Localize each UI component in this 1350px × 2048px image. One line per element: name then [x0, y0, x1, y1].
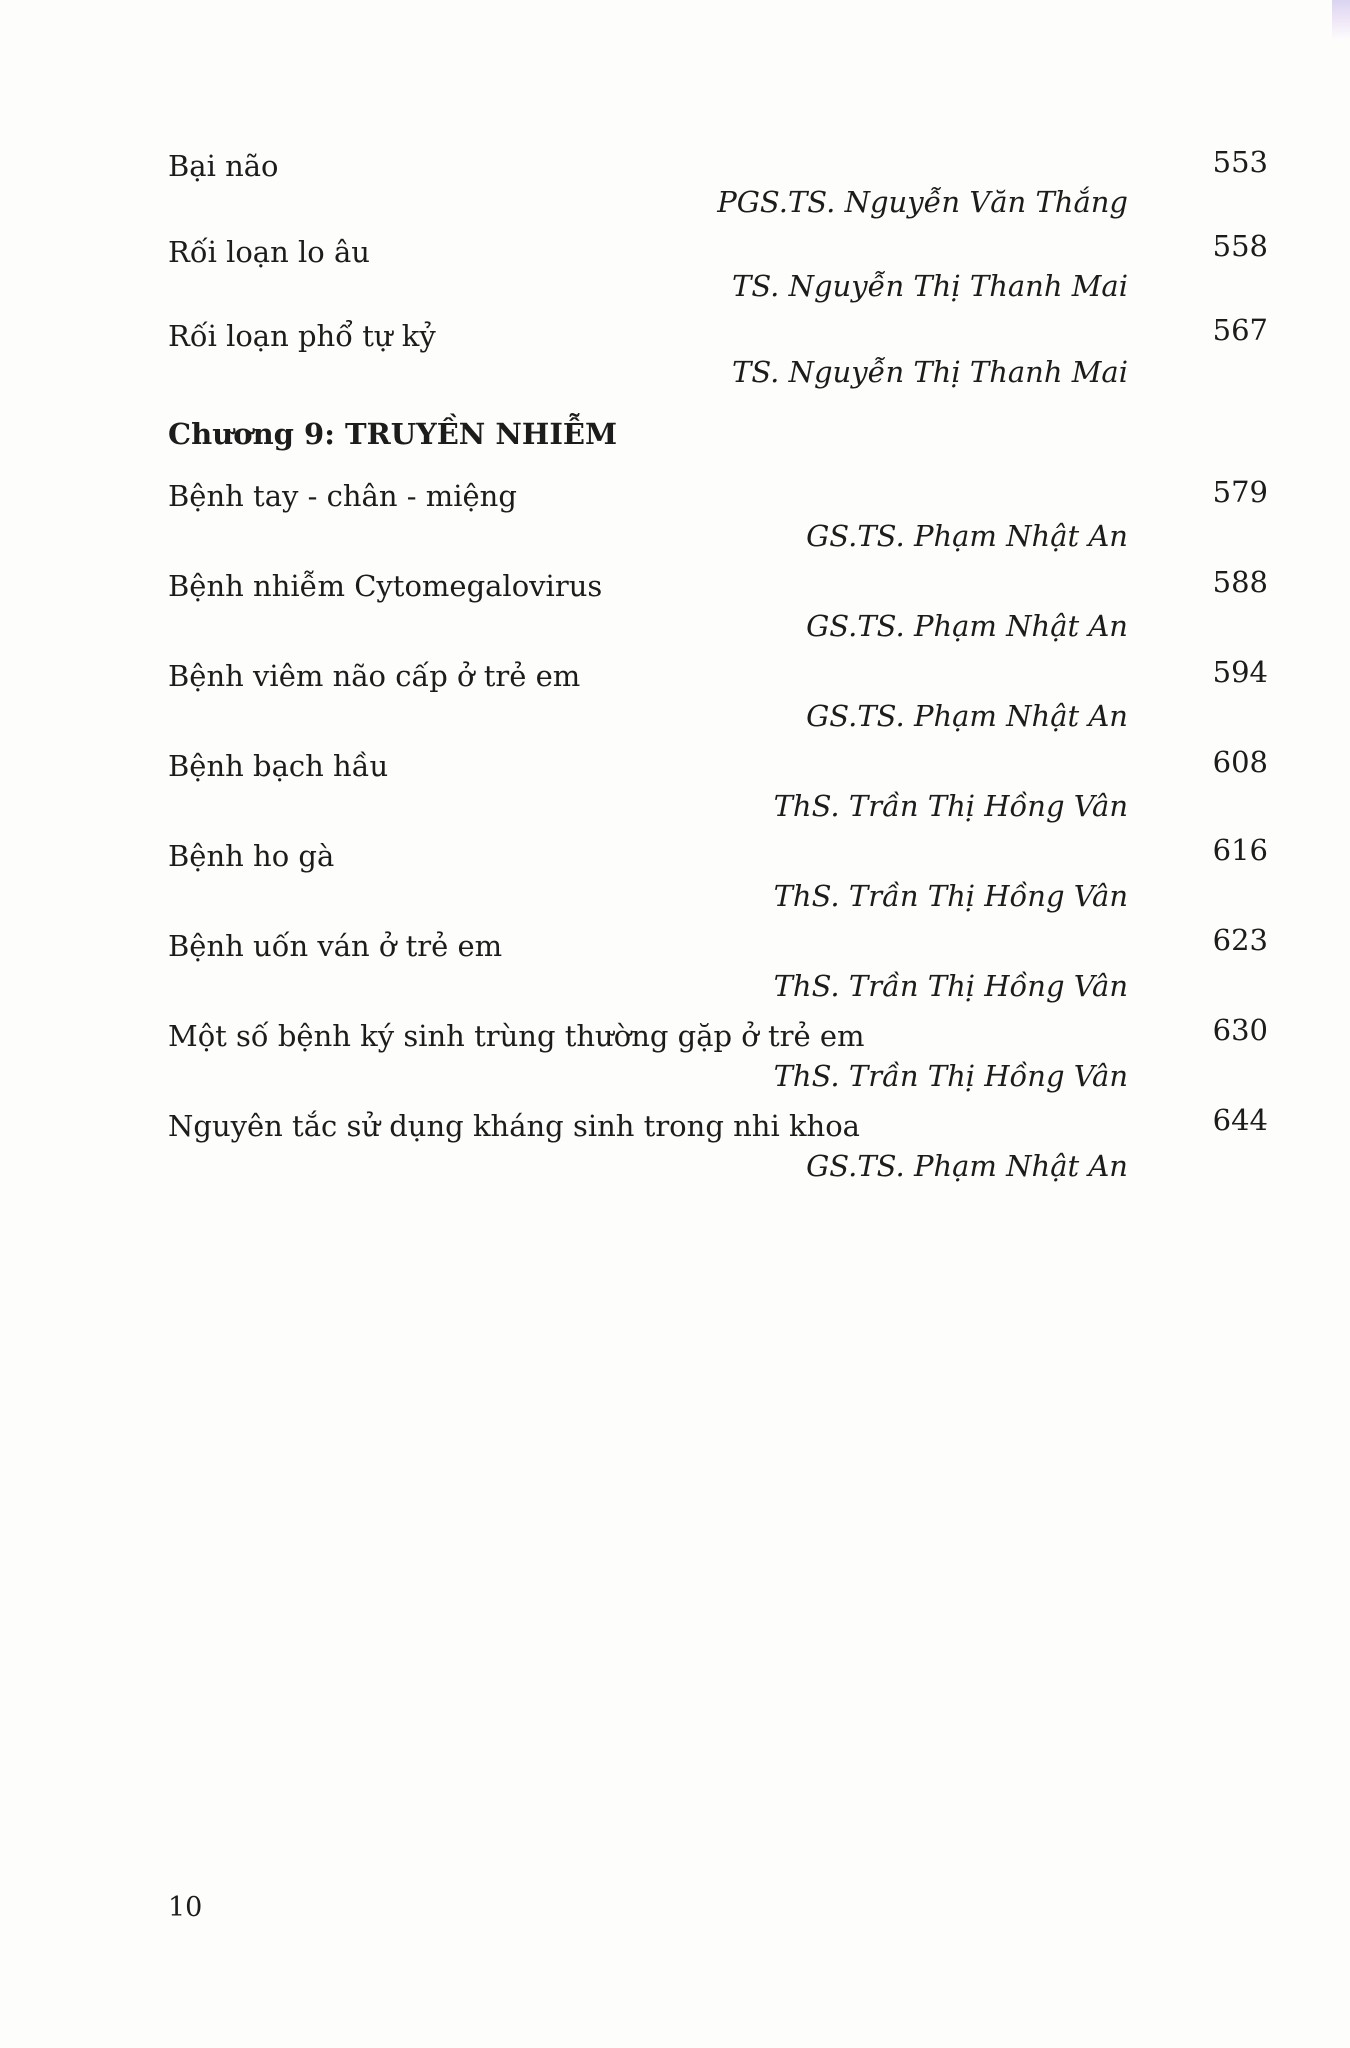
toc-entry-author: ThS. Trần Thị Hồng Vân — [773, 1059, 1128, 1093]
toc-entry-title: Nguyên tắc sử dụng kháng sinh trong nhi khoa — [168, 1109, 860, 1143]
toc-entry-title: Bệnh nhiễm Cytomegalovirus — [168, 569, 603, 603]
toc-entry-author: GS.TS. Phạm Nhật An — [806, 1149, 1128, 1183]
toc-entry-title: Bệnh tay - chân - miệng — [168, 479, 517, 513]
toc-entry-page: 579 — [1212, 475, 1268, 509]
toc-entry-title: Bệnh viêm não cấp ở trẻ em — [168, 659, 581, 693]
chapter-heading: Chương 9: TRUYỀN NHIỄM — [168, 417, 618, 451]
toc-entry-page: 608 — [1212, 745, 1268, 779]
toc-entry-title: Rối loạn lo âu — [168, 235, 370, 269]
page-number: 10 — [168, 1892, 203, 1923]
toc-entry-author: ThS. Trần Thị Hồng Vân — [773, 969, 1128, 1003]
toc-entry-title: Bệnh uốn ván ở trẻ em — [168, 929, 503, 963]
toc-entry-author: PGS.TS. Nguyễn Văn Thắng — [717, 185, 1128, 219]
toc-entry-title: Bại não — [168, 149, 279, 183]
toc-entry-page: 553 — [1212, 145, 1268, 179]
toc-entry-page: 644 — [1212, 1103, 1268, 1137]
toc-entry-title: Rối loạn phổ tự kỷ — [168, 319, 436, 353]
table-of-contents — [168, 0, 1268, 1300]
page-edge — [1332, 0, 1350, 40]
toc-entry-page: 558 — [1212, 229, 1268, 263]
toc-entry-title: Một số bệnh ký sinh trùng thường gặp ở trẻ em — [168, 1019, 865, 1053]
toc-entry-page: 630 — [1212, 1013, 1268, 1047]
toc-entry-page: 616 — [1212, 833, 1268, 867]
toc-entry-author: ThS. Trần Thị Hồng Vân — [773, 789, 1128, 823]
toc-entry-page: 567 — [1212, 313, 1268, 347]
toc-entry-page: 594 — [1212, 655, 1268, 689]
toc-entry-title: Bệnh ho gà — [168, 839, 335, 873]
toc-entry-page: 588 — [1212, 565, 1268, 599]
toc-entry-author: GS.TS. Phạm Nhật An — [806, 609, 1128, 643]
toc-entry-author: TS. Nguyễn Thị Thanh Mai — [731, 355, 1128, 389]
toc-entry-page: 623 — [1212, 923, 1268, 957]
toc-entry-author: GS.TS. Phạm Nhật An — [806, 519, 1128, 553]
toc-entry-title: Bệnh bạch hầu — [168, 749, 389, 783]
toc-entry-author: TS. Nguyễn Thị Thanh Mai — [731, 269, 1128, 303]
toc-entry-author: GS.TS. Phạm Nhật An — [806, 699, 1128, 733]
toc-entry-author: ThS. Trần Thị Hồng Vân — [773, 879, 1128, 913]
